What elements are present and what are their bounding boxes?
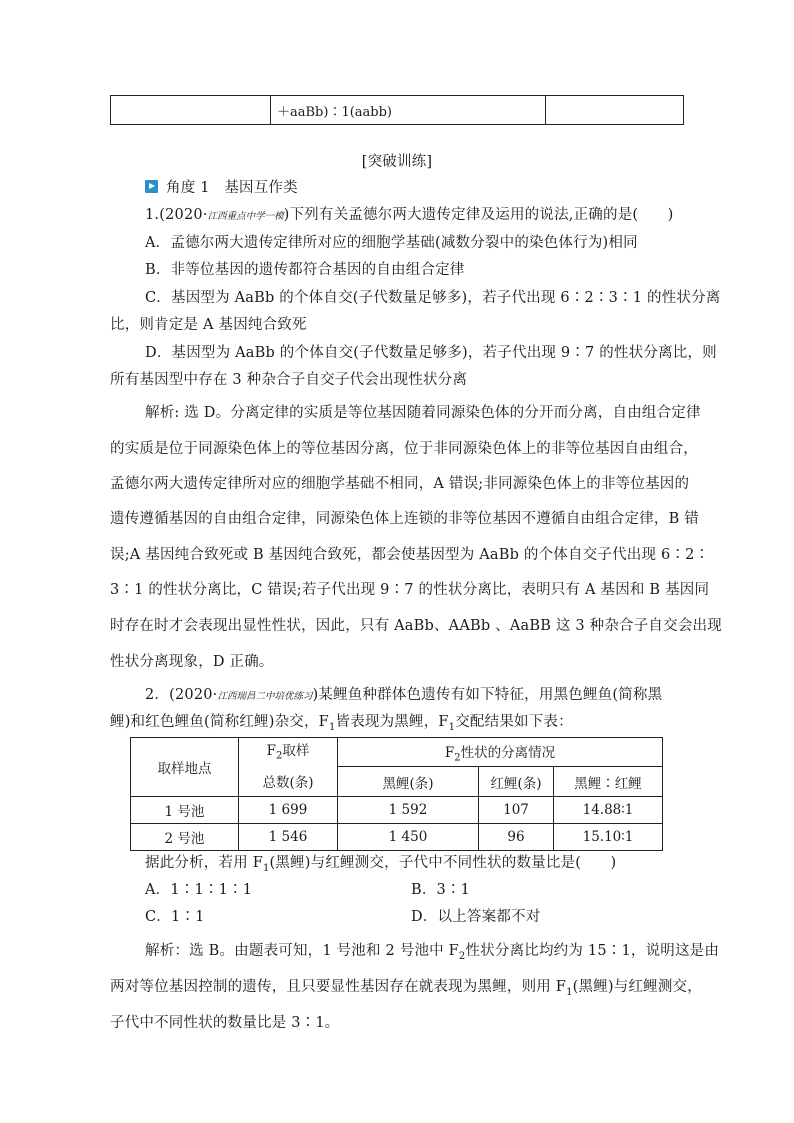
table-header-row — [131, 738, 663, 767]
header-separation — [338, 738, 663, 767]
q1-option-c-line2: 比，则肯定是 A 基因纯合致死 — [110, 317, 307, 333]
subscript: 1 — [566, 986, 573, 998]
q1-analysis-line: 遗传遵循基因的自由组合定律，同源染色体上连锁的非等位基因不遵循自由组合定律，B 错 — [110, 511, 699, 527]
table-cell — [546, 96, 684, 125]
q1-option-b: B．非等位基因的遗传都符合基因的自由组合定律 — [145, 262, 465, 278]
table-cell: 1 号池 — [131, 796, 239, 823]
table-cell: 15.10∶1 — [554, 823, 663, 850]
subscript: 1 — [328, 721, 336, 733]
subscript: 2 — [276, 750, 283, 762]
question-source: 江西重点中学一模 — [207, 211, 284, 222]
question-number: 2．( — [145, 687, 175, 703]
table-cell: 2 号池 — [131, 823, 239, 850]
question-text: )下列有关孟德尔两大遗传定律及运用的说法,正确的是( ) — [283, 207, 674, 223]
text-fragment: 取样 — [282, 743, 310, 759]
text-fragment: 据此分析，若用 F — [145, 855, 263, 871]
question-year: 2020· — [165, 207, 208, 223]
text-fragment: 性状分离比均约为 15∶1，说明这是由 — [465, 943, 720, 959]
text-fragment: 两对等位基因控制的遗传，且只要显性基因存在就表现为黑鲤，则用 F — [110, 979, 567, 995]
angle-heading — [145, 176, 298, 197]
text-fragment: (黑鲤)与红鲤测交，子代中不同性状的数量比是( ) — [269, 855, 617, 871]
angle-label: 角度 1 基因互作类 — [166, 180, 298, 196]
table-row — [111, 96, 684, 125]
table-cell: 1 592 — [338, 796, 479, 823]
text-fragment: F — [266, 743, 276, 759]
subscript: 2 — [458, 950, 466, 962]
subscript: 1 — [262, 862, 270, 874]
q2-analysis-line3: 子代中不同性状的数量比是 3∶1。 — [110, 1015, 340, 1031]
q2-analysis-line2 — [110, 975, 702, 998]
q1-option-d-line2: 所有基因型中存在 3 种杂合子自交子代会出现性状分离 — [110, 372, 468, 388]
question-number: 1.( — [145, 207, 166, 223]
q1-analysis-line: 时存在时才会表现出显性性状，因此，只有 AaBb、AABb 、AaBB 这 3 种杂合子自交会出现 — [110, 618, 722, 634]
text-fragment: 解析：选 B。由题表可知，1 号池和 2 号池中 F — [145, 943, 459, 959]
q1-analysis-line: 的实质是位于同源染色体上的等位基因分离，位于非同源染色体上的非等位基因自由组合， — [110, 441, 698, 457]
header-ratio: 黑鲤∶红鲤 — [554, 767, 663, 796]
question-text: )某鲤鱼种群体色遗传有如下特征，用黑色鲤鱼(简称黑 — [312, 687, 663, 703]
table-cell: 1 699 — [239, 796, 338, 823]
q2-option-b: B．3∶1 — [411, 882, 471, 898]
q1-option-d-line1: D．基因型为 AaBb 的个体自交(子代数量足够多)，若子代出现 9∶7 的性状分离比，则 — [145, 345, 717, 361]
header-location: 取样地点 — [131, 738, 239, 797]
table-cell: 14.88∶1 — [554, 796, 663, 823]
table-cell: 107 — [479, 796, 554, 823]
play-icon — [145, 180, 158, 193]
q2-option-a: A．1∶1∶1∶1 — [145, 882, 253, 898]
q2-stem-line1 — [145, 683, 662, 704]
header-black: 黑鲤(条) — [338, 767, 479, 796]
text-fragment: 总数(条) — [262, 774, 314, 791]
q2-option-c: C．1∶1 — [145, 909, 205, 925]
q2-prompt — [145, 851, 616, 874]
text-fragment: (黑鲤)与红鲤测交， — [572, 979, 702, 995]
data-table — [130, 737, 663, 851]
continued-table — [110, 95, 684, 125]
header-total — [239, 738, 338, 797]
text-fragment: 皆表现为黑鲤，F — [335, 714, 449, 730]
header-red: 红鲤(条) — [479, 767, 554, 796]
table-cell: 96 — [479, 823, 554, 850]
question-year: 2020· — [174, 687, 218, 703]
q1-analysis-line: 误;A 基因纯合致死或 B 基因纯合致死，都会使基因型为 AaBb 的个体自交子代出现 6∶2∶ — [110, 547, 710, 563]
text-fragment: 鲤)和红色鲤鱼(简称红鲤)杂交，F — [110, 714, 329, 730]
q1-analysis-line: 3∶1 的性状分离比，C 错误;若子代出现 9∶7 的性状分离比，表明只有 A 基因和 B 基因同 — [110, 582, 710, 598]
table-row — [131, 796, 663, 823]
q1-analysis-line: 解析: 选 D。分离定律的实质是等位基因随着同源染色体的分开而分离，自由组合定律 — [145, 405, 701, 421]
table-cell: ＋aaBb)∶1(aabb) — [271, 96, 546, 125]
subscript: 2 — [454, 752, 461, 764]
table-cell — [111, 96, 271, 125]
q1-analysis-line: 性状分离现象，D 正确。 — [110, 654, 274, 670]
table-cell: 1 450 — [338, 823, 479, 850]
table-row — [131, 823, 663, 850]
section-title: [突破训练] — [361, 154, 433, 170]
question-source: 江西瑞昌二中培优练习 — [217, 691, 313, 702]
q2-analysis-line1 — [145, 939, 719, 962]
text-fragment: 性状的分离情况 — [460, 744, 556, 761]
q2-stem-line2 — [110, 710, 573, 733]
subscript: 1 — [448, 721, 456, 733]
q1-stem — [145, 203, 674, 224]
q1-option-a: A．孟德尔两大遗传定律所对应的细胞学基础(减数分裂中的染色体行为)相同 — [145, 235, 638, 251]
q1-analysis-line: 孟德尔两大遗传定律所对应的细胞学基础不相同，A 错误;非同源染色体上的非等位基因的 — [110, 476, 690, 492]
text-fragment: 交配结果如下表： — [455, 714, 573, 730]
q1-option-c-line1: C．基因型为 AaBb 的个体自交(子代数量足够多)，若子代出现 6∶2∶3∶1 的性状分离 — [145, 290, 721, 306]
table-cell: 1 546 — [239, 823, 338, 850]
text-fragment: F — [444, 744, 455, 761]
q2-option-d: D．以上答案都不对 — [411, 909, 541, 925]
